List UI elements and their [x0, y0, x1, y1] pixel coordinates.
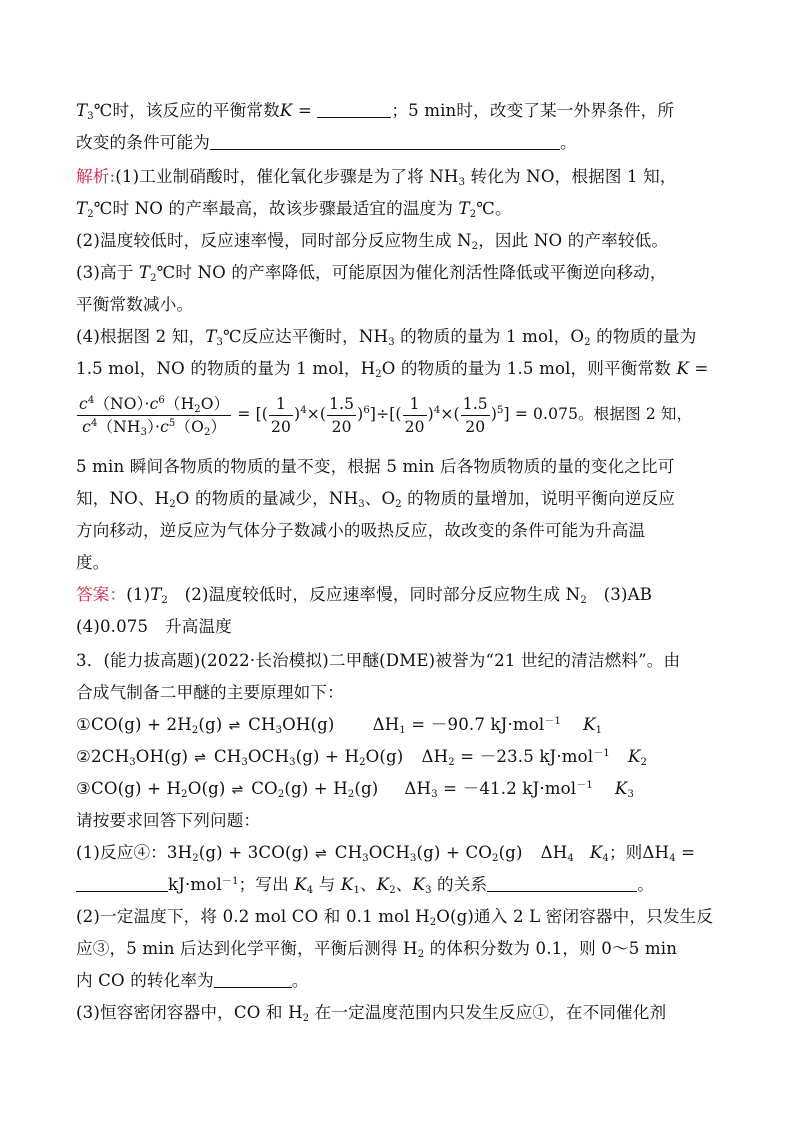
answer-line-1: 答案：$(1)T_2$ (2)温度较低时，反应速率慢，同时部分反应物生成 $N_2$ (3)AB — [76, 585, 653, 606]
answer-blank[interactable] — [210, 131, 560, 150]
analysis-line-6: (4)根据图 2 知，$T_3℃$反应达平衡时，$NH_3$ 的物质的量为 1 mol，$O_2$ 的物质的量为 — [76, 327, 697, 348]
sub-question-2-line-2: 应③，5 min 后达到化学平衡，平衡后测得 $H_2$ 的体积分数为 0.1，则 0～5 min — [76, 939, 678, 960]
answer-blank[interactable] — [214, 969, 292, 988]
equilibrium-arrow-icon: ⇌ — [231, 782, 246, 798]
question-3-intro: 合成气制备二甲醚的主要原理如下： — [76, 683, 344, 702]
sub-question-2-line-1: (2)一定温度下，将 0.2 mol CO 和 0.1 mol $H_2O(g)$通入 2 L 密闭容器中，只发生反 — [76, 907, 714, 928]
analysis-line-3: (2)温度较低时，反应速率慢，同时部分反应物生成 $N_2$，因此 NO 的产率较低。 — [76, 231, 669, 252]
analysis-line-7: 1.5 mol，NO 的物质的量为 1 mol，$H_2O$ 的物质的量为 1.5 mol，则平衡常数 K = — [76, 359, 709, 380]
fraction: $\frac{1.5}{20}$ — [329, 394, 355, 436]
answer-line-2: (4)0.075 升高温度 — [76, 617, 232, 636]
question-instruction: 请按要求回答下列问题： — [76, 811, 261, 830]
analysis-line-8: 5 min 瞬间各物质的物质的量不变，根据 5 min 后各物质物质的量的变化之比可 — [76, 457, 675, 476]
sub-question-1-blanks: kJ·mol$^{-1}$；写出 $K_4$ 与 $K_1$、$K_2$、$K_3$ 的关系 。 — [76, 870, 654, 900]
analysis-line-2: $T_2℃$时 NO 的产率最高，故该步骤最适宜的温度为 $T_2℃$。 — [76, 199, 512, 220]
reaction-3: ③CO(g) + $H_2O(g)$ ⇌ $CO_2(g) + H_2(g) \Delta H_3 = -41.2$ kJ·mol$^{-1}$ $K_3$ — [76, 779, 634, 800]
sub-question-3-line-1: (3)恒容密闭容器中，CO 和 $H_2$ 在一定温度范围内只发生反应①，在不同催化剂 — [76, 1003, 667, 1024]
reaction-2: $②2CH_3OH(g)$ ⇌ $CH_3OCH_3(g) + H_2O(g) \Delta H_2 = -23.5$ kJ·mol$^{-1}$ $K_2$ — [76, 747, 647, 768]
k-expression-fraction: $\frac{c^4(NO)\cdot c^6(H_2O)}{c^4(NH_3)\cdot c^5(O_2)}$ — [79, 394, 230, 438]
sub-question-1: (1)反应④：$3H_2(g) + 3CO(g)$ ⇌ $CH_3OCH_3(g) + CO_2(g)$ $\Delta H_4$ $K_4$；则$\Delta H_4$ = — [76, 843, 696, 864]
equilibrium-constant-formula: $\frac{c^4(NO)\cdot c^6(H_2O)}{c^4(NH_3)\cdot c^5(O_2)}$ = [( $\frac{1}{20}$ )$^4$×( $\frac{1.5}{20}$ )$^6$]÷[( $\frac{1}{20}$ )$^4$×( $\frac{1.5}{20}$ )$^5$] = 0.075。根据图 2 知， — [79, 394, 693, 438]
answer-label: 答案： — [76, 585, 127, 604]
line-condition-blank: 改变的条件可能为 。 — [76, 133, 577, 152]
answer-blank[interactable] — [317, 99, 391, 118]
analysis-line-11: 度。 — [76, 553, 110, 572]
question-3-title: 3．(能力拔高题)(2022·长治模拟)二甲醚(DME)被誉为“21 世纪的清洁燃料”。由 — [76, 651, 681, 670]
answer-blank[interactable] — [487, 873, 637, 892]
analysis-line-9: 知，NO、$H_2O$ 的物质的量减少，$NH_3$、$O_2$ 的物质的量增加，说明平衡向逆反应 — [76, 489, 676, 510]
fraction: $\frac{1.5}{20}$ — [462, 394, 488, 436]
fraction: $\frac{1}{20}$ — [404, 394, 425, 436]
fraction: $\frac{1}{20}$ — [270, 394, 291, 436]
analysis-line-10: 方向移动，逆反应为气体分子数减小的吸热反应，故改变的条件可能为升高温 — [76, 521, 646, 540]
analysis-label: 解析: — [76, 167, 116, 186]
analysis-line-5: 平衡常数减小。 — [76, 295, 194, 314]
equilibrium-arrow-icon: ⇌ — [315, 846, 329, 862]
equilibrium-arrow-icon: ⇌ — [228, 718, 243, 734]
reaction-1: ①CO(g) + $2H_2(g)$ ⇌ $CH_3OH(g) \Delta H_1 = -90.7$ kJ·mol$^{-1}$ $K_1$ — [76, 715, 603, 736]
sub-question-2-line-3: 内 CO 的转化率为 。 — [76, 971, 309, 990]
answer-blank[interactable] — [76, 873, 168, 892]
analysis-line-1: 解析:(1)工业制硝酸时，催化氧化步骤是为了将 $NH_3$ 转化为 NO，根据图 1 知， — [76, 167, 677, 188]
equilibrium-arrow-icon: ⇌ — [194, 750, 208, 766]
analysis-line-4: (3)高于 $T_2℃$时 NO 的产率降低，可能原因为催化剂活性降低或平衡逆向移动， — [76, 263, 667, 284]
line-k-blank: $T_3℃$时，该反应的平衡常数K = ；5 min时，改变了某一外界条件，所 — [76, 101, 675, 122]
